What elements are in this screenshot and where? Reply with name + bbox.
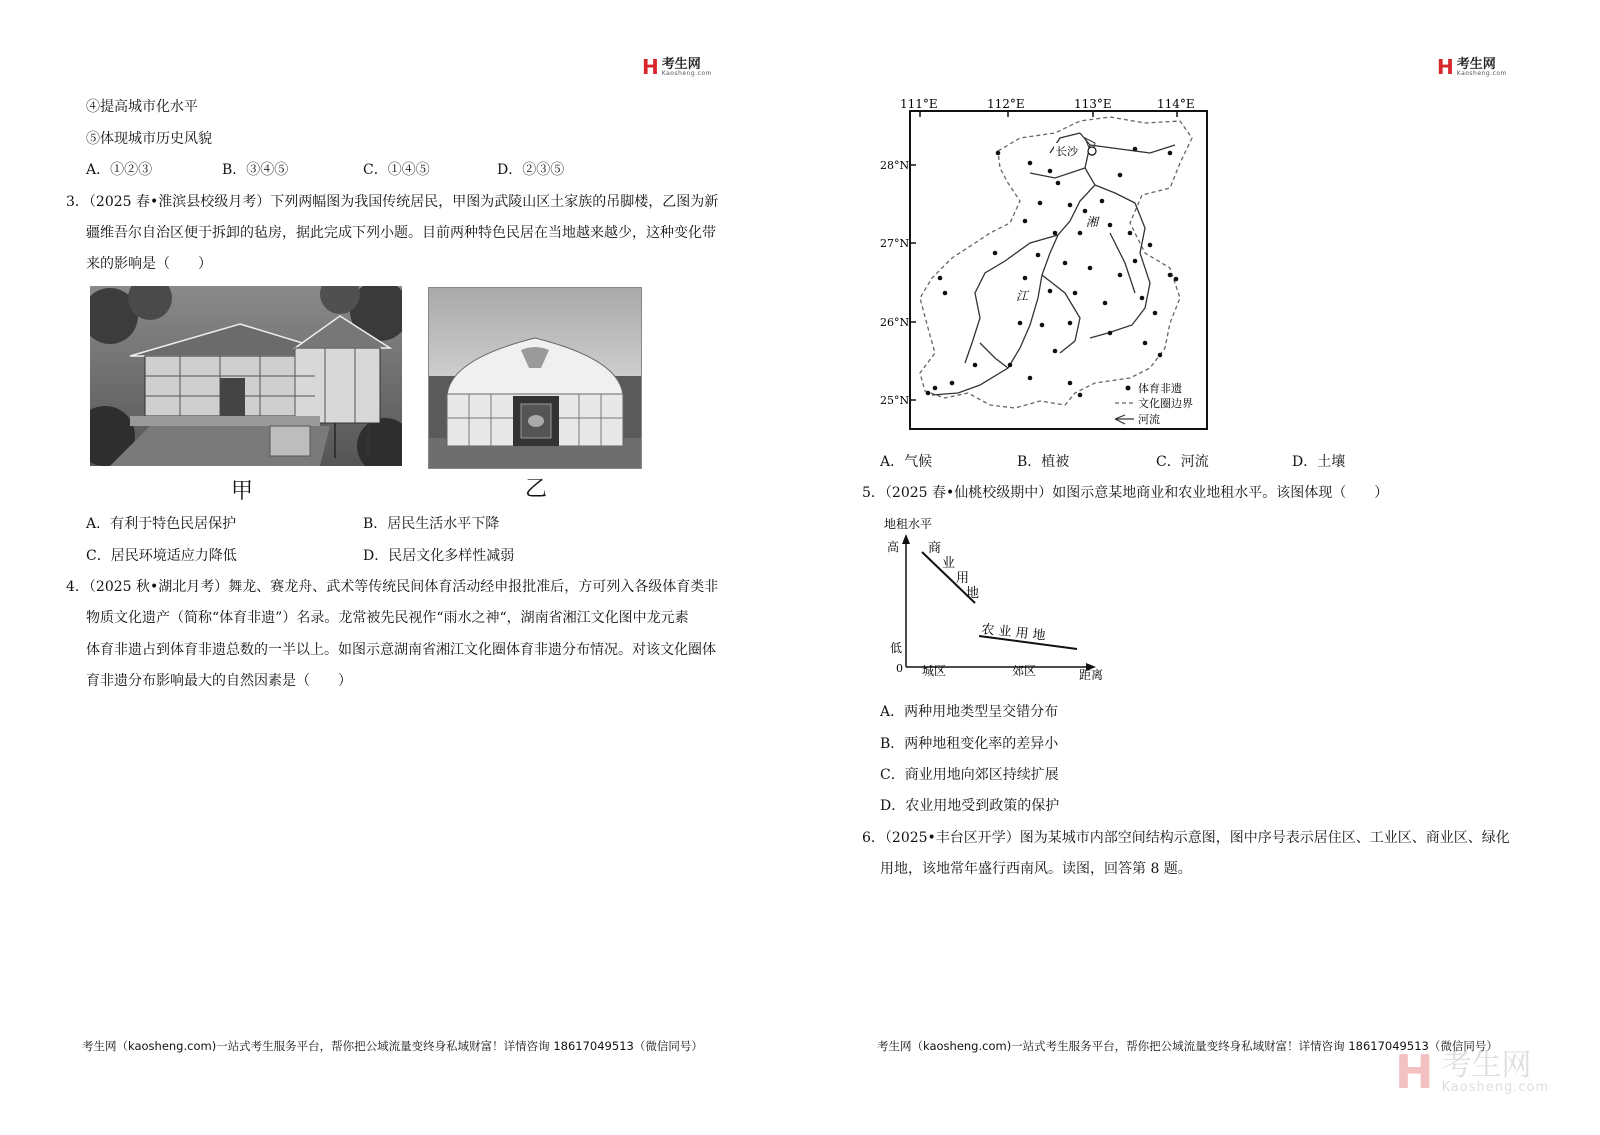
q4-line-1: 4．（2025 秋•湖北月考）舞龙、赛龙舟、武术等传统民间体育活动经申报批准后，方可列入各级体育类非 [66, 579, 719, 595]
watermark-domain: Kaosheng.com [1441, 1079, 1550, 1095]
legend-dots-label: 体育非遗 [1138, 382, 1182, 395]
footer-left: 考生网（kaosheng.com)一站式考生服务平台，帮你把公域流量变终身私域财富！详情咨询 18617049513（微信同号） [82, 1039, 703, 1053]
photo-caption-a: 甲 [231, 479, 254, 504]
watermark-name: 考生网 [1441, 1047, 1532, 1083]
q3-option-d: D．民居文化多样性减弱 [363, 548, 515, 564]
river-label-jiang: 江 [1016, 289, 1029, 303]
lon-label: 113°E [1074, 97, 1112, 111]
footer-right: 考生网（kaosheng.com)一站式考生服务平台，帮你把公域流量变终身私域财富！详情咨询 18617049513（微信同号） [877, 1039, 1498, 1053]
changsha-label: 长沙 [1056, 145, 1078, 158]
kaosheng-logo-icon: H [1437, 55, 1454, 79]
q4-option-c: C．河流 [1156, 454, 1209, 470]
prev-item-4: ④提高城市化水平 [86, 99, 198, 115]
q3-option-b: B．居民生活水平下降 [363, 516, 500, 532]
kaosheng-logo-icon: H [642, 55, 659, 79]
q3-line-3: 来的影响是（ ） [86, 256, 212, 272]
q4-line-3: 体育非遗占到体育非遗总数的一半以上。如图示意湖南省湘江文化圈体育非遗分布情况。对该文化圈体 [86, 642, 716, 658]
lon-label: 114°E [1157, 97, 1195, 111]
kaosheng-watermark [1395, 1045, 1549, 1099]
commercial-label: 地 [966, 586, 980, 601]
q5-line: 5．（2025 春•仙桃校级期中）如图示意某地商业和农业地租水平。该图体现（ ） [862, 485, 1389, 501]
origin-label: 0 [896, 662, 903, 675]
q6-line-1: 6．（2025•丰台区开学）图为某城市内部空间结构示意图，图中序号表示居住区、工业区、商业区、绿化 [862, 830, 1510, 846]
x-axis-title: 距离 [1079, 668, 1104, 682]
q3-line-2: 疆维吾尔自治区便于拆卸的毡房，据此完成下列小题。目前两种特色民居在当地越来越少，这种变化带 [86, 225, 716, 241]
heritage-dots [926, 147, 1179, 398]
kaosheng-logo-right [1437, 57, 1507, 77]
lon-label: 111°E [900, 97, 938, 111]
x-city-label: 城区 [922, 664, 947, 678]
q5-option-b: B．两种地租变化率的差异小 [880, 736, 1059, 752]
logo-domain: Kaosheng.com [661, 69, 712, 77]
photo-caption-b: 乙 [525, 477, 548, 502]
prev-option-a: A．①②③ [86, 162, 153, 178]
lat-label: 28°N [880, 159, 910, 172]
q5-option-c: C．商业用地向郊区持续扩展 [880, 767, 1059, 783]
yurt-illustration [429, 288, 641, 468]
logo-name: 考生网 [661, 56, 701, 72]
q5-option-d: D．农业用地受到政策的保护 [880, 798, 1060, 814]
x-suburb-label: 郊区 [1012, 664, 1037, 678]
prev-option-c: C．①④⑤ [363, 162, 430, 178]
q5-option-a: A．两种用地类型呈交错分布 [880, 704, 1059, 720]
legend-river-label: 河流 [1138, 413, 1160, 426]
q3-option-a: A．有利于特色民居保护 [86, 516, 237, 532]
prev-option-b: B．③④⑤ [222, 162, 289, 178]
changsha-marker [1088, 147, 1096, 155]
culture-boundary [920, 117, 1192, 408]
commercial-label: 用 [956, 571, 970, 586]
xiangjiang-map [880, 93, 1225, 433]
map-legend [1115, 381, 1193, 426]
lon-label: 112°E [987, 97, 1025, 111]
y-high-label: 高 [887, 540, 900, 554]
watermark-icon: H [1395, 1045, 1434, 1099]
lat-label: 26°N [880, 316, 910, 329]
q6-line-2: 用地，该地常年盛行西南风。读图，回答第 8 题。 [880, 861, 1192, 877]
q4-line-4: 育非遗分布影响最大的自然因素是（ ） [86, 673, 352, 689]
commercial-label: 商 [928, 541, 942, 556]
prev-item-5: ⑤体现城市历史风貌 [86, 131, 212, 147]
q3-option-c: C．居民环境适应力降低 [86, 548, 237, 564]
logo-name: 考生网 [1456, 56, 1496, 72]
agricultural-label: 农 业 用 地 [980, 622, 1047, 644]
q3-line-1: 3．（2025 春•淮滨县校级月考）下列两幅图为我国传统居民，甲图为武陵山区土家族的吊脚楼，乙图为新 [66, 194, 719, 210]
stilt-house-photo [90, 286, 402, 466]
q4-option-d: D．土壤 [1292, 454, 1346, 470]
kaosheng-logo-left [642, 57, 712, 77]
y-axis-title: 地租水平 [884, 517, 933, 531]
legend-boundary-label: 文化圈边界 [1138, 397, 1193, 410]
q4-option-b: B．植被 [1017, 454, 1070, 470]
stilt-house-illustration [90, 286, 402, 466]
commercial-label: 业 [942, 556, 956, 571]
lat-label: 27°N [880, 237, 910, 250]
yurt-photo [428, 287, 642, 469]
prev-option-d: D．②③⑤ [497, 162, 565, 178]
q4-line-2: 物质文化遗产（简称“体育非遗”）名录。龙常被先民视作“雨水之神“，湖南省湘江文化图中龙元素 [86, 610, 689, 626]
logo-domain: Kaosheng.com [1456, 69, 1507, 77]
rivers [932, 133, 1175, 395]
river-label-xiang: 湘 [1086, 215, 1099, 229]
q4-option-a: A．气候 [880, 454, 933, 470]
lat-label: 25°N [880, 394, 910, 407]
y-low-label: 低 [890, 641, 903, 655]
land-rent-chart [884, 512, 1134, 687]
